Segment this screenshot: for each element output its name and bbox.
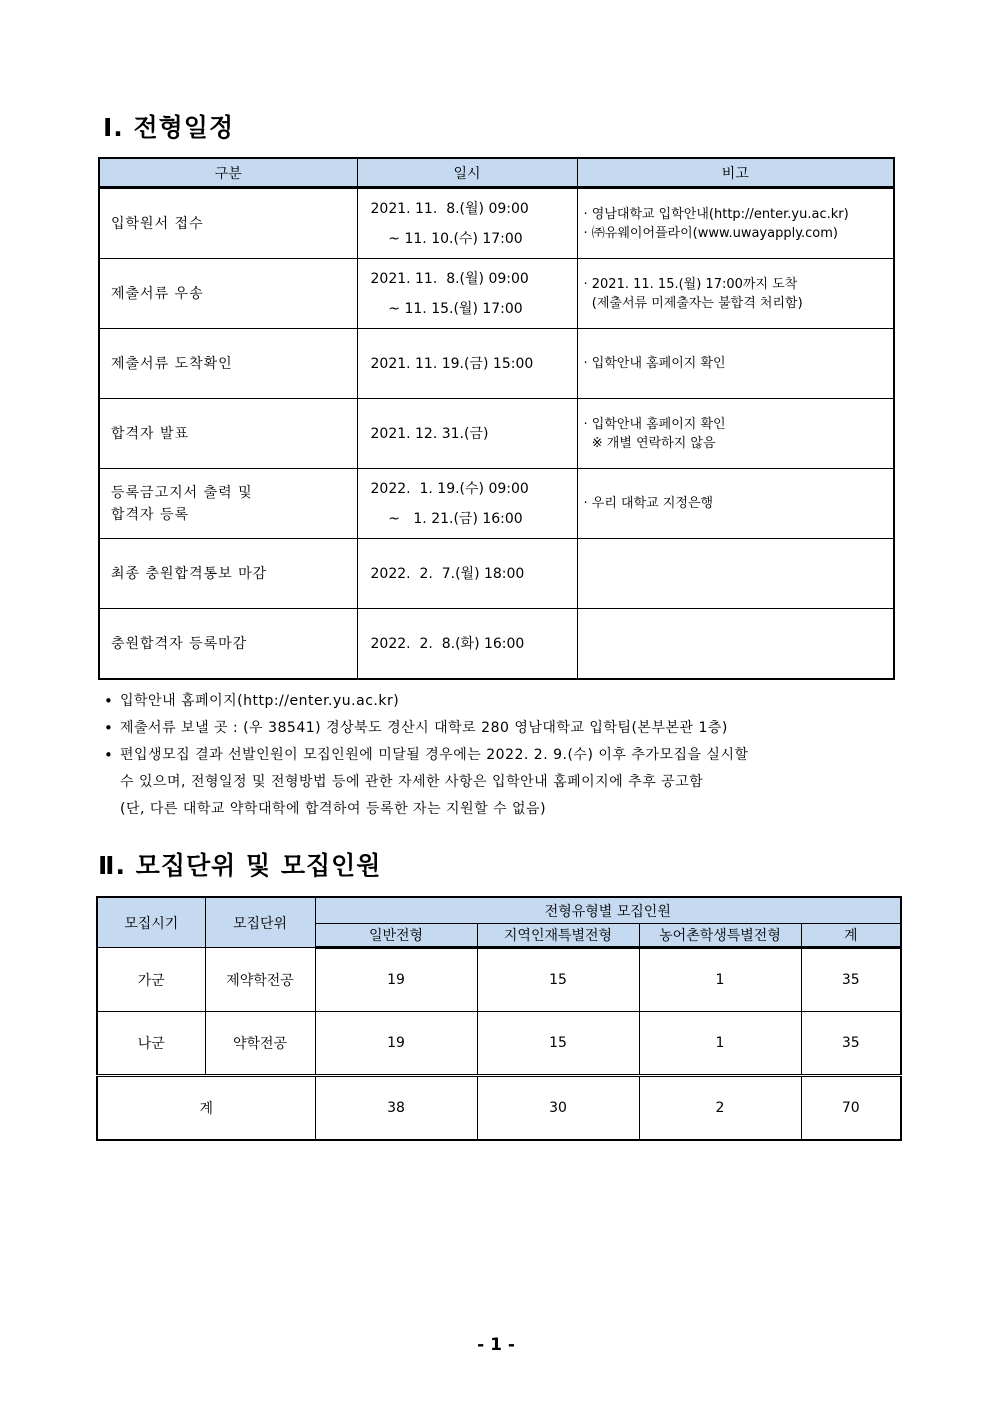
schedule-label: 입학원서 접수 <box>111 215 204 232</box>
note-text: 제출서류 보낼 곳 : (우 38541) 경상북도 경산시 대학로 280 영남대학교 입학팀(본부본관 1층) <box>120 720 728 736</box>
note-text-continued: 수 있으며, 전형일정 및 전형방법 등에 관한 자세한 사항은 입학안내 홈페이지에 추후 공고함 <box>120 774 704 790</box>
schedule-date-start: 2021. 11. 8.(월) 09:00 <box>370 270 529 287</box>
schedule-date-start: 2022. 1. 19.(수) 09:00 <box>370 480 529 497</box>
schedule-row <box>99 329 894 399</box>
quota-total-label: 계 <box>97 1076 315 1141</box>
quota-total-row <box>97 1076 901 1141</box>
schedule-label-cell <box>99 609 357 680</box>
schedule-remarks-cell <box>577 188 894 259</box>
quota-period: 가군 <box>97 948 205 1012</box>
schedule-row <box>99 259 894 329</box>
header-regional: 지역인재특별전형 <box>477 924 639 948</box>
quota-total-value: 38 <box>315 1076 477 1141</box>
schedule-date-cell <box>357 329 577 399</box>
quota-row <box>97 948 901 1012</box>
schedule-row <box>99 539 894 609</box>
notes-list <box>104 688 904 823</box>
quota-period: 나군 <box>97 1012 205 1076</box>
schedule-label-cell <box>99 329 357 399</box>
schedule-label-cell <box>99 469 357 539</box>
schedule-row <box>99 609 894 680</box>
page-number: - 1 - <box>477 1335 515 1355</box>
schedule-remarks-cell <box>577 259 894 329</box>
schedule-date-cell <box>357 188 577 259</box>
schedule-remark: (제출서류 미제출자는 불합격 처리함) <box>583 295 803 311</box>
quota-total-value: 30 <box>477 1076 639 1141</box>
schedule-label: 합격자 발표 <box>111 425 190 442</box>
section-title-quota: Ⅱ. 모집단위 및 모집인원 <box>98 851 382 880</box>
schedule-remark: · 입학안내 홈페이지 확인 <box>583 416 726 432</box>
schedule-row <box>99 469 894 539</box>
quota-value: 15 <box>477 948 639 1012</box>
quota-value: 19 <box>315 1012 477 1076</box>
note-text: 입학안내 홈페이지(http://enter.yu.ac.kr) <box>120 693 400 709</box>
schedule-date-start: 2022. 2. 8.(화) 16:00 <box>370 635 525 652</box>
schedule-date-start: 2022. 2. 7.(월) 18:00 <box>370 565 525 582</box>
schedule-remark: · ㈜유웨이어플라이(www.uwayapply.com) <box>583 225 839 241</box>
schedule-label: 충원합격자 등록마감 <box>111 635 248 652</box>
schedule-date-cell <box>357 469 577 539</box>
schedule-row <box>99 188 894 259</box>
schedule-remark: ※ 개별 연락하지 않음 <box>583 435 716 451</box>
schedule-row <box>99 399 894 469</box>
schedule-label: 등록금고지서 출력 및 합격자 등록 <box>111 484 253 523</box>
section-title-schedule: Ⅰ. 전형일정 <box>103 113 235 142</box>
schedule-label-cell <box>99 188 357 259</box>
schedule-remarks-cell <box>577 469 894 539</box>
quota-value: 35 <box>801 948 901 1012</box>
schedule-remark: · 입학안내 홈페이지 확인 <box>583 356 726 371</box>
schedule-date-end: ~ 1. 21.(금) 16:00 <box>370 510 523 527</box>
header-remarks: 비고 <box>577 158 894 188</box>
header-datetime: 일시 <box>357 158 577 188</box>
quota-header-row <box>97 897 901 924</box>
quota-row <box>97 1012 901 1076</box>
schedule-header-row <box>99 158 894 188</box>
quota-value: 35 <box>801 1012 901 1076</box>
schedule-date-cell <box>357 609 577 680</box>
header-period: 모집시기 <box>97 897 205 948</box>
schedule-remarks-cell <box>577 539 894 609</box>
schedule-remark: · 2021. 11. 15.(월) 17:00까지 도착 <box>583 276 798 292</box>
quota-value: 15 <box>477 1012 639 1076</box>
quota-total-value: 2 <box>639 1076 801 1141</box>
quota-table <box>96 896 902 1141</box>
schedule-date-end: ~ 11. 10.(수) 17:00 <box>370 230 523 247</box>
header-category: 구분 <box>99 158 357 188</box>
quota-total-value: 70 <box>801 1076 901 1141</box>
schedule-remark: · 영남대학교 입학안내(http://enter.yu.ac.kr) <box>583 206 849 222</box>
note-text-continued: (단, 다른 대학교 약학대학에 합격하여 등록한 자는 지원할 수 없음) <box>120 801 547 817</box>
quota-unit: 약학전공 <box>205 1012 315 1076</box>
quota-unit: 제약학전공 <box>205 948 315 1012</box>
quota-value: 19 <box>315 948 477 1012</box>
header-sum: 계 <box>801 924 901 948</box>
quota-value: 1 <box>639 948 801 1012</box>
schedule-label: 제출서류 우송 <box>111 285 204 302</box>
note-item <box>104 688 904 715</box>
schedule-label: 제출서류 도착확인 <box>111 355 233 372</box>
note-text: • 편입생모집 결과 선발인원이 모집인원에 미달될 경우에는 2022. 2. 9.(수) 이후 추가모집을 실시할 <box>120 747 749 763</box>
schedule-date-cell <box>357 399 577 469</box>
schedule-label-cell <box>99 399 357 469</box>
schedule-date-cell <box>357 259 577 329</box>
header-unit: 모집단위 <box>205 897 315 948</box>
schedule-date-start: 2021. 11. 8.(월) 09:00 <box>370 200 529 217</box>
schedule-remarks-cell <box>577 399 894 469</box>
quota-body <box>97 948 901 1141</box>
note-item <box>104 742 904 823</box>
header-quota-by-type: 전형유형별 모집인원 <box>315 897 901 924</box>
header-rural: 농어촌학생특별전형 <box>639 924 801 948</box>
schedule-date-end: ~ 11. 15.(월) 17:00 <box>370 300 523 317</box>
schedule-remarks-cell <box>577 329 894 399</box>
schedule-label-cell <box>99 259 357 329</box>
schedule-date-start: 2021. 11. 19.(금) 15:00 <box>370 355 534 372</box>
schedule-label-cell <box>99 539 357 609</box>
header-general: 일반전형 <box>315 924 477 948</box>
schedule-label: 최종 충원합격통보 마감 <box>111 565 268 582</box>
note-item <box>104 715 904 742</box>
schedule-table <box>98 157 895 680</box>
schedule-body <box>99 188 894 680</box>
schedule-remark: · 우리 대학교 지정은행 <box>583 496 714 511</box>
schedule-remarks-cell <box>577 609 894 680</box>
schedule-date-cell <box>357 539 577 609</box>
schedule-date-start: 2021. 12. 31.(금) <box>370 425 489 442</box>
quota-value: 1 <box>639 1012 801 1076</box>
